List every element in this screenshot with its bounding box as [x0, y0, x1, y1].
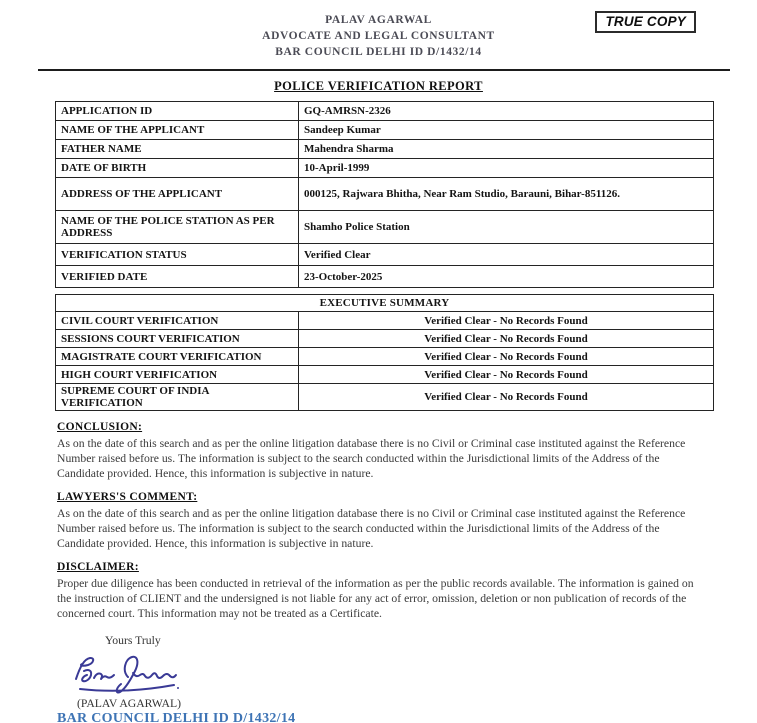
verification-label: SUPREME COURT OF INDIA VERIFICATION [56, 384, 299, 411]
table-row [56, 244, 714, 266]
detail-value: GQ-AMRSN-2326 [299, 102, 714, 121]
detail-value: Verified Clear [299, 244, 714, 266]
table-row [56, 102, 714, 121]
verification-label: CIVIL COURT VERIFICATION [56, 312, 299, 330]
detail-label: NAME OF THE POLICE STATION AS PER ADDRESS [56, 211, 299, 244]
letterhead-designation: ADVOCATE AND LEGAL CONSULTANT [262, 30, 495, 42]
bar-council-id: BAR COUNCIL DELHI ID D/1432/14 [57, 711, 296, 723]
detail-label: NAME OF THE APPLICANT [56, 121, 299, 140]
executive-summary-table [55, 294, 714, 411]
applicant-details-table [55, 101, 714, 288]
detail-value: 23-October-2025 [299, 266, 714, 288]
conclusion-section [57, 421, 707, 481]
detail-label: VERIFICATION STATUS [56, 244, 299, 266]
detail-value: Sandeep Kumar [299, 121, 714, 140]
verification-value: Verified Clear - No Records Found [299, 366, 714, 384]
detail-label: APPLICATION ID [56, 102, 299, 121]
table-row [56, 178, 714, 211]
disclaimer-section [57, 561, 707, 621]
detail-label: ADDRESS OF THE APPLICANT [56, 178, 299, 211]
table-row [56, 140, 714, 159]
table-row [56, 384, 714, 411]
detail-value: Shamho Police Station [299, 211, 714, 244]
letterhead-bar-council-id: BAR COUNCIL DELHI ID D/1432/14 [275, 46, 482, 58]
verification-value: Verified Clear - No Records Found [299, 312, 714, 330]
conclusion-heading: CONCLUSION: [57, 421, 143, 433]
lawyers-comment-body: As on the date of this search and as per the online litigation database there is no Civil or Criminal case instituted against the Reference Number raised before us. The information is subject to the search conducted within the Jurisdictional limits of the Address of the Candidate provided. Hence, this information is subjective in nature. [57, 507, 686, 550]
detail-value: Mahendra Sharma [299, 140, 714, 159]
executive-summary-title: EXECUTIVE SUMMARY [56, 295, 714, 312]
table-row [56, 159, 714, 178]
verification-value: Verified Clear - No Records Found [299, 330, 714, 348]
verification-value: Verified Clear - No Records Found [299, 348, 714, 366]
letterhead-name: PALAV AGARWAL [325, 14, 432, 26]
handwritten-signature-icon [70, 651, 185, 697]
table-row [56, 295, 714, 312]
detail-label: FATHER NAME [56, 140, 299, 159]
table-row [56, 366, 714, 384]
page-title: POLICE VERIFICATION REPORT [274, 79, 483, 93]
closing-text: Yours Truly [105, 634, 161, 647]
table-row [56, 121, 714, 140]
lawyers-comment-section [57, 491, 707, 551]
table-row [56, 266, 714, 288]
verification-label: SESSIONS COURT VERIFICATION [56, 330, 299, 348]
detail-label: VERIFIED DATE [56, 266, 299, 288]
table-row [56, 348, 714, 366]
verification-label: HIGH COURT VERIFICATION [56, 366, 299, 384]
verification-value: Verified Clear - No Records Found [299, 384, 714, 411]
signatory-name: (PALAV AGARWAL) [77, 697, 182, 710]
table-row [56, 211, 714, 244]
detail-value: 10-April-1999 [299, 159, 714, 178]
header-divider [38, 69, 730, 71]
disclaimer-body: Proper due diligence has been conducted in retrieval of the information as per the public records available. The information is gained on the instruction of CLIENT and the undersigned is not liable for any act of error, omission, deletion or non publication of records of the concerned court. This information may not be treated as a Certificate. [57, 577, 694, 620]
verification-label: MAGISTRATE COURT VERIFICATION [56, 348, 299, 366]
disclaimer-heading: DISCLAIMER: [57, 561, 139, 573]
true-copy-stamp: TRUE COPY [595, 11, 696, 33]
detail-value: 000125, Rajwara Bhitha, Near Ram Studio, Barauni, Bihar-851126. [299, 178, 714, 211]
signature [70, 651, 757, 697]
conclusion-body: As on the date of this search and as per the online litigation database there is no Civil or Criminal case instituted against the Reference Number raised before us. The information is subject to the search conducted within the Jurisdictional limits of the Address of the Candidate provided. Hence, this information is subjective in nature. [57, 437, 686, 480]
detail-label: DATE OF BIRTH [56, 159, 299, 178]
lawyers-comment-heading: LAWYERS'S COMMENT: [57, 491, 198, 503]
table-row [56, 312, 714, 330]
table-row [56, 330, 714, 348]
